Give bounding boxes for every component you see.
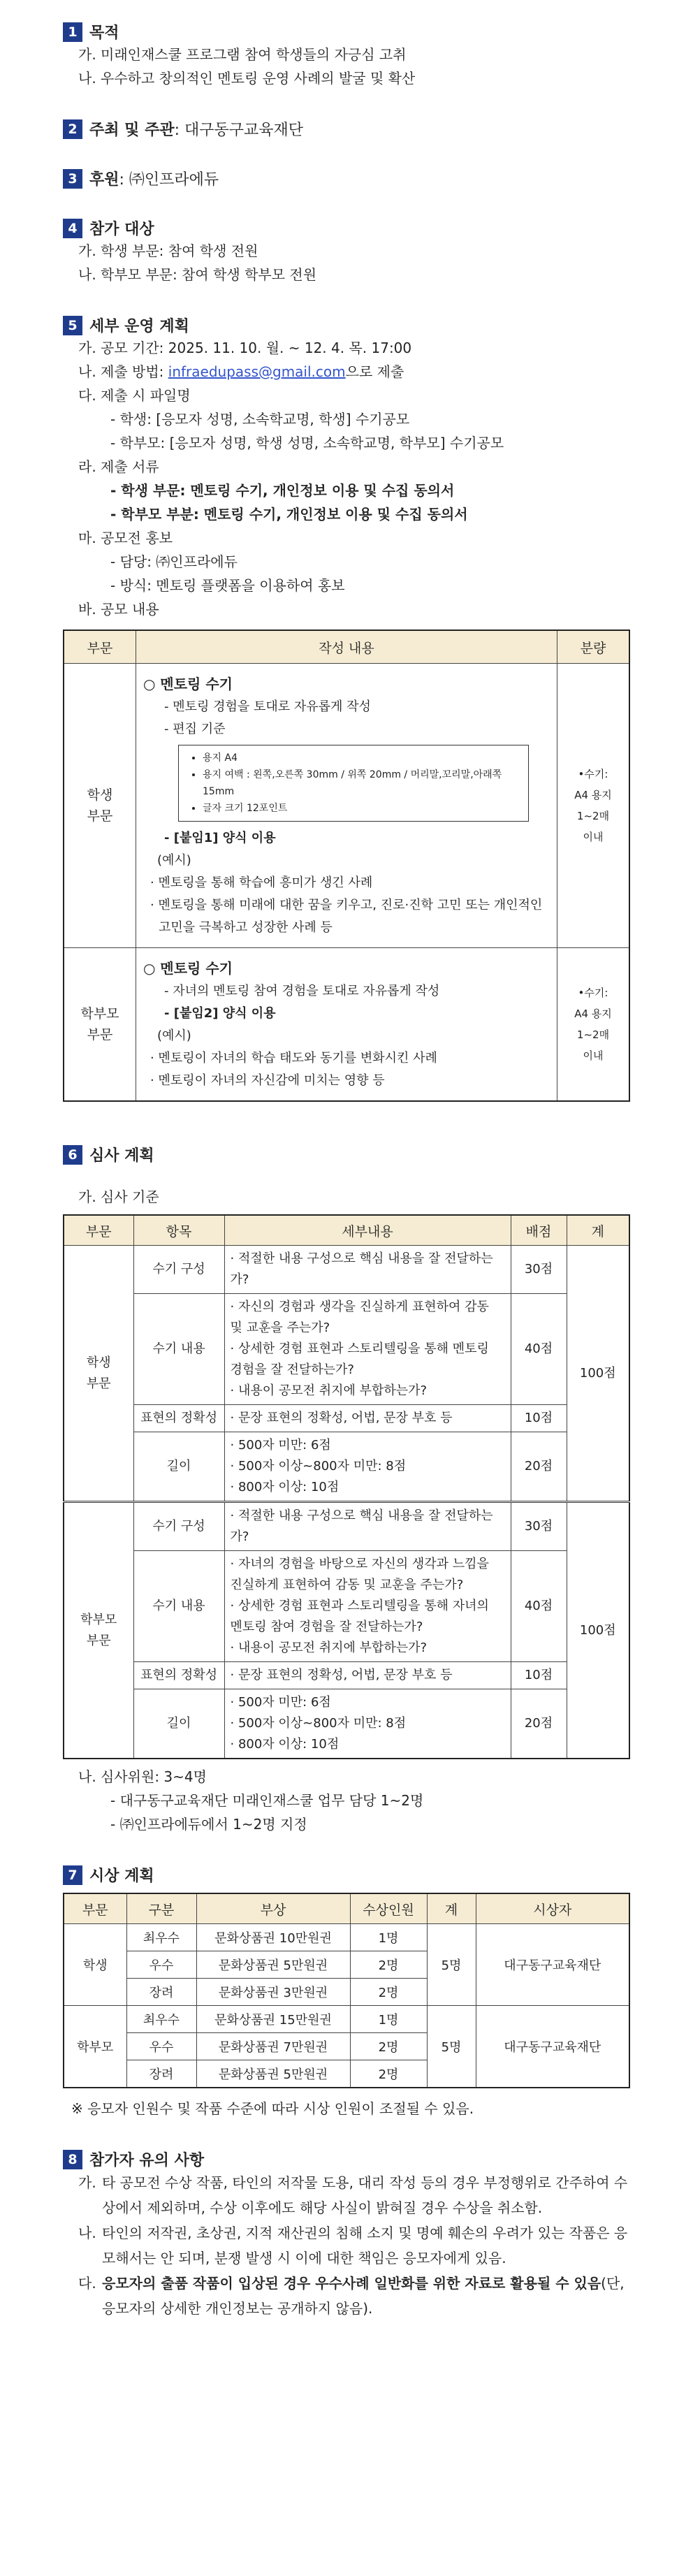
amount-label: •수기: A4 용지 1~2매 이내: [574, 987, 612, 1062]
section-title: 후원: [89, 171, 119, 189]
section-number: 4: [63, 219, 82, 238]
winners-cell: 2명: [350, 2060, 427, 2088]
judging-table: [63, 1214, 630, 1759]
content-line: - [붙임1] 양식 이용: [164, 831, 276, 845]
paragraph-text: 타인의 저작권, 초상권, 지적 재산권의 침해 소지 및 명예 훼손의 우려가 있는 작품은 응모해서는 안 되며, 분쟁 발생 시 이에 대한 책임은 응모자에게 있음.: [102, 2225, 628, 2266]
spec-item: • 글자 크기 12포인트: [203, 800, 521, 817]
total-cell: 100점: [567, 1246, 629, 1502]
awarder-cell: 대구동구교육재단: [476, 1924, 629, 2006]
awards-note: ※ 응모자 인원수 및 작품 수준에 따라 시상 인원이 조절될 수 있음.: [71, 2100, 474, 2117]
section-title: 주최 및 주관: [89, 122, 175, 139]
grade-cell: 장려: [126, 1979, 196, 2006]
header-awarder: 시상자: [476, 1893, 629, 1924]
table-row: [64, 1551, 629, 1662]
prize-cell: 문화상품권 5만원권: [196, 1951, 350, 1979]
docs-student: - 학생 부문: 멘토링 수기, 개인정보 이용 및 수집 동의서: [110, 482, 455, 499]
filename-student: - 학생: [응모자 성명, 소속학교명, 학생] 수기공모: [110, 411, 410, 428]
prize-cell: 문화상품권 7만원권: [196, 2033, 350, 2060]
docs-parent: - 학부모 부분: 멘토링 수기, 개인정보 이용 및 수집 동의서: [110, 506, 468, 523]
spec-item: • 용지 여백 : 왼쪽,오른쪽 30mm / 위쪽 20mm / 머리말,꼬리말,아래쪽 15mm: [203, 766, 521, 800]
section-title: 참가 대상: [89, 221, 154, 238]
period-line: 가. 공모 기간: 2025. 11. 10. 월. ~ 12. 4. 목. 17:00: [78, 340, 412, 356]
judges-line: - ㈜인프라에듀에서 1~2명 지정: [110, 1816, 307, 1833]
table-row: [64, 1662, 629, 1689]
section-title: 시상 계획: [89, 1868, 154, 1885]
detail-line: · 문장 표현의 정확성, 어법, 문장 부호 등: [230, 1411, 453, 1425]
table-row: [64, 2006, 629, 2033]
host-value: : 대구동구교육재단: [174, 122, 304, 139]
category-label: 학부모 부문: [80, 1006, 119, 1042]
score-cell: 40점: [511, 1551, 567, 1662]
score-cell: 40점: [511, 1294, 567, 1405]
header-score: 배점: [511, 1215, 567, 1246]
prize-cell: 문화상품권 5만원권: [196, 2060, 350, 2088]
section-number: 1: [63, 22, 82, 42]
header-detail: 세부내용: [224, 1215, 511, 1246]
item-cell: 수기 구성: [133, 1246, 224, 1294]
header-category: 부문: [64, 1893, 126, 1924]
example-label: (예시): [157, 853, 191, 868]
target-line-1: 가. 학생 부문: 참여 학생 전원: [78, 242, 258, 259]
table-row: [64, 1432, 629, 1502]
section-number: 7: [63, 1865, 82, 1885]
item-cell: 수기 내용: [133, 1294, 224, 1405]
edit-spec-box: [178, 745, 529, 822]
section-title: 세부 운영 계획: [89, 318, 189, 335]
detail-line: · 내용이 공모전 취지에 부합하는가?: [230, 1640, 428, 1655]
winners-cell: 1명: [350, 2006, 427, 2033]
content-title: 바. 공모 내용: [78, 601, 159, 618]
grade-cell: 최우수: [126, 2006, 196, 2033]
item-cell: 길이: [133, 1689, 224, 1759]
header-total: 계: [427, 1893, 476, 1924]
contest-content-table: [63, 630, 630, 1102]
grade-cell: 우수: [126, 1951, 196, 1979]
paragraph-rest: (단, 응모자의 상세한 개인정보는 공개하지 않음).: [102, 2275, 625, 2317]
example-item: · 멘토링이 자녀의 학습 태도와 동기를 변화시킨 사례: [150, 1051, 437, 1065]
caution-paragraph: [78, 2220, 630, 2271]
example-item: · 멘토링을 통해 미래에 대한 꿈을 키우고, 진로·진학 고민 또는 개인적인 고민을 극복하고 성장한 사례 등: [150, 898, 543, 935]
section-sponsor: [63, 168, 630, 189]
category-student: [64, 664, 136, 948]
winners-cell: 1명: [350, 1924, 427, 1951]
awarder-cell: 대구동구교육재단: [476, 2006, 629, 2088]
category-label: 학부모 부문: [80, 1612, 117, 1648]
target-line-2: 나. 학부모 부문: 참여 학생 학부모 전원: [78, 266, 317, 283]
winners-cell: 2명: [350, 2033, 427, 2060]
detail-line: · 상세한 경험 표현과 스토리텔링을 통해 자녀의 멘토링 참여 경험을 잘 전달하는가?: [230, 1599, 489, 1634]
prize-cell: 문화상품권 15만원권: [196, 2006, 350, 2033]
item-cell: 수기 구성: [133, 1502, 224, 1551]
content-heading: ○ 멘토링 수기: [143, 676, 233, 692]
table-row-parent: [64, 948, 629, 1102]
total-cell: 100점: [567, 1502, 629, 1759]
caution-paragraph: [78, 2271, 630, 2321]
content-student: [136, 664, 557, 948]
section-title: 심사 계획: [89, 1147, 154, 1165]
method-suffix: 으로 제출: [345, 363, 404, 380]
content-line: - 편집 기준: [164, 722, 226, 736]
category-cell: 학생: [64, 1924, 126, 2006]
detail-line: · 문장 표현의 정확성, 어법, 문장 부호 등: [230, 1668, 453, 1682]
section-operation-plan: [63, 314, 630, 336]
table-row: [64, 1294, 629, 1405]
content-parent: [136, 948, 557, 1102]
header-amount: 분량: [557, 630, 630, 664]
email-link[interactable]: infraedupass@gmail.com: [168, 363, 346, 380]
header-category: 부문: [64, 1215, 133, 1246]
sponsor-value: : ㈜인프라에듀: [119, 171, 219, 189]
score-cell: 30점: [511, 1246, 567, 1294]
score-cell: 30점: [511, 1502, 567, 1551]
winners-cell: 2명: [350, 1951, 427, 1979]
header-total: 계: [567, 1215, 629, 1246]
table-row: [64, 1689, 629, 1759]
section-host: [63, 118, 630, 140]
header-category: 부문: [64, 630, 136, 664]
detail-cell: [224, 1432, 511, 1502]
detail-line: · 상세한 경험 표현과 스토리텔링을 통해 멘토링 경험을 잘 전달하는가?: [230, 1341, 489, 1377]
criteria-title: 가. 심사 기준: [78, 1188, 159, 1205]
detail-line: · 적절한 내용 구성으로 핵심 내용을 잘 전달하는가?: [230, 1508, 493, 1544]
grade-cell: 장려: [126, 2060, 196, 2088]
section-judging: [63, 1144, 630, 1165]
judges-line: - 대구동구교육재단 미래인재스쿨 업무 담당 1~2명: [110, 1792, 424, 1809]
method-prefix: 나. 제출 방법:: [78, 363, 168, 380]
purpose-line-1: 가. 미래인재스쿨 프로그램 참여 학생들의 자긍심 고취: [78, 46, 407, 63]
score-cell: 10점: [511, 1662, 567, 1689]
header-content: 작성 내용: [136, 630, 557, 664]
content-heading: ○ 멘토링 수기: [143, 960, 233, 977]
category-label: 학생 부문: [87, 787, 113, 824]
detail-line: · 500자 이상~800자 미만: 8점: [230, 1716, 407, 1731]
judges-title: 나. 심사위원: 3~4명: [78, 1768, 207, 1785]
example-label: (예시): [157, 1028, 191, 1043]
category-cell: 학부모: [64, 2006, 126, 2088]
detail-line: · 800자 이상: 10점: [230, 1480, 340, 1494]
detail-line: · 내용이 공모전 취지에 부합하는가?: [230, 1383, 428, 1398]
detail-line: · 자신의 경험과 생각을 진실하게 표현하여 감동 및 교훈을 주는가?: [230, 1300, 489, 1335]
detail-line: · 500자 미만: 6점: [230, 1695, 331, 1710]
paragraph-prefix: 다.: [78, 2275, 96, 2292]
detail-line: · 적절한 내용 구성으로 핵심 내용을 잘 전달하는가?: [230, 1251, 493, 1287]
item-cell: 표현의 정확성: [133, 1405, 224, 1432]
header-winners: 수상인원: [350, 1893, 427, 1924]
table-row-student: [64, 664, 629, 948]
promo-owner: - 담당: ㈜인프라에듀: [110, 553, 238, 570]
example-item: · 멘토링을 통해 학습에 흥미가 생긴 사례: [150, 875, 373, 890]
filename-parent: - 학부모: [응모자 성명, 학생 성명, 소속학교명, 학부모] 수기공모: [110, 435, 504, 451]
table-row: [64, 1502, 629, 1551]
category-parent: [64, 948, 136, 1102]
header-item: 항목: [133, 1215, 224, 1246]
content-line: - 멘토링 경험을 토대로 자유롭게 작성: [164, 699, 371, 714]
section-number: 5: [63, 316, 82, 335]
caution-paragraph: [78, 2170, 630, 2220]
total-cell: 5명: [427, 2006, 476, 2088]
header-prize: 부상: [196, 1893, 350, 1924]
prize-cell: 문화상품권 3만원권: [196, 1979, 350, 2006]
detail-cell: [224, 1502, 511, 1551]
score-cell: 20점: [511, 1432, 567, 1502]
total-cell: 5명: [427, 1924, 476, 2006]
section-cautions: [63, 2148, 630, 2170]
paragraph-text: [102, 2271, 630, 2321]
spec-item: • 용지 A4: [203, 750, 521, 766]
item-cell: 수기 내용: [133, 1551, 224, 1662]
awards-table: [63, 1893, 630, 2088]
method-line: [78, 360, 630, 384]
section-number: 2: [63, 119, 82, 139]
paragraph-text: 타 공모전 수상 작품, 타인의 저작물 도용, 대리 작성 등의 경우 부정행위로 간주하여 수상에서 제외하며, 수상 이후에도 해당 사실이 밝혀질 경우 수상을 취소함.: [102, 2174, 628, 2216]
detail-cell: [224, 1662, 511, 1689]
item-cell: 길이: [133, 1432, 224, 1502]
section-awards: [63, 1864, 630, 1886]
amount-student: [557, 664, 630, 948]
category-label: 학생 부문: [86, 1355, 111, 1391]
detail-cell: [224, 1294, 511, 1405]
detail-cell: [224, 1246, 511, 1294]
filename-title: 다. 제출 시 파일명: [78, 387, 191, 404]
detail-cell: [224, 1551, 511, 1662]
detail-line: · 500자 이상~800자 미만: 8점: [230, 1459, 407, 1473]
amount-label: •수기: A4 용지 1~2매 이내: [574, 768, 612, 843]
section-number: 8: [63, 2150, 82, 2169]
example-item: · 멘토링이 자녀의 자신감에 미치는 영향 등: [150, 1073, 385, 1088]
category-student: [64, 1246, 133, 1502]
score-cell: 20점: [511, 1689, 567, 1759]
detail-cell: [224, 1689, 511, 1759]
section-title: 참가자 유의 사항: [89, 2152, 205, 2169]
table-row: [64, 1246, 629, 1294]
score-cell: 10점: [511, 1405, 567, 1432]
section-target: [63, 217, 630, 239]
docs-title: 라. 제출 서류: [78, 458, 159, 475]
detail-cell: [224, 1405, 511, 1432]
purpose-line-2: 나. 우수하고 창의적인 멘토링 운영 사례의 발굴 및 확산: [78, 70, 416, 87]
table-row: [64, 1924, 629, 1951]
content-line: - [붙임2] 양식 이용: [164, 1006, 276, 1021]
winners-cell: 2명: [350, 1979, 427, 2006]
section-number: 6: [63, 1145, 82, 1165]
content-line: - 자녀의 멘토링 참여 경험을 토대로 자유롭게 작성: [164, 984, 440, 998]
section-title: 목적: [89, 24, 119, 42]
section-purpose: [63, 21, 630, 43]
promo-title: 마. 공모전 홍보: [78, 530, 173, 546]
section-number: 3: [63, 169, 82, 189]
promo-way: - 방식: 멘토링 플랫폼을 이용하여 홍보: [110, 577, 345, 594]
detail-line: · 800자 이상: 10점: [230, 1737, 340, 1752]
paragraph-bold: 응모자의 출품 작품이 입상된 경우 우수사례 일반화를 위한 자료로 활용될 수 있음: [102, 2275, 601, 2292]
amount-parent: [557, 948, 630, 1102]
category-parent: [64, 1502, 133, 1759]
item-cell: 표현의 정확성: [133, 1662, 224, 1689]
prize-cell: 문화상품권 10만원권: [196, 1924, 350, 1951]
paragraph-prefix: 나.: [78, 2225, 96, 2241]
table-row: [64, 1405, 629, 1432]
detail-line: · 자녀의 경험을 바탕으로 자신의 생각과 느낌을 진실하게 표현하여 감동 및 교훈을 주는가?: [230, 1557, 489, 1592]
detail-line: · 500자 미만: 6점: [230, 1438, 331, 1453]
paragraph-prefix: 가.: [78, 2174, 96, 2191]
grade-cell: 최우수: [126, 1924, 196, 1951]
header-grade: 구분: [126, 1893, 196, 1924]
grade-cell: 우수: [126, 2033, 196, 2060]
